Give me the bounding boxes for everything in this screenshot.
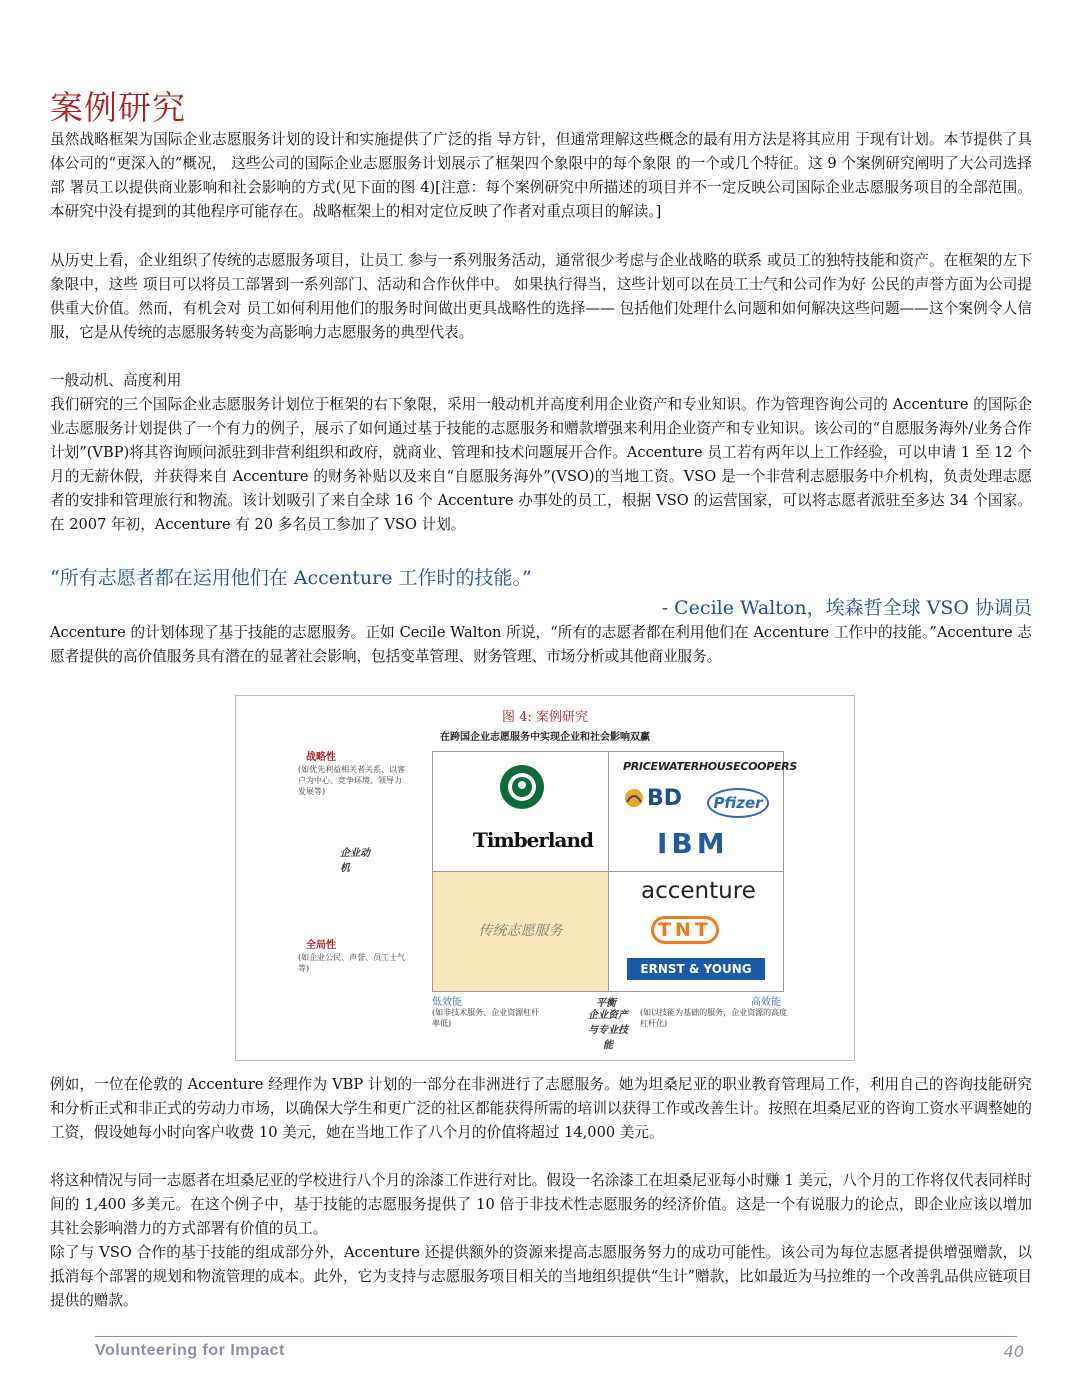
pwc-logo: PRICEWATERHOUSECOOPERS xyxy=(623,760,797,773)
axis-general-label: 全局性 xyxy=(306,940,336,951)
axis-high-desc: (如以技能为基础的服务，企业资源的高度杠杆化) xyxy=(640,1008,788,1028)
tnt-logo: TNT xyxy=(651,916,719,944)
axis-balance-label: 平衡 xyxy=(596,998,616,1009)
axis-corporate-motive: 企业动机 xyxy=(340,848,370,874)
timberland-logo: Timberland xyxy=(473,828,593,852)
accenture-paragraph: 我们研究的三个国际企业志愿服务计划位于框架的右下象限，采用一般动机并高度利用企业资产和专业知识。作为管理咨询公司的 Accenture 的国际企业志愿服务计划提供了一个有力的例子，展示了如何通过基于技能的志愿服务和赠款增强来利用企业资产和专业知识。该公司的“自愿服务海外/业务合作计划”(VBP)将其咨询顾问派驻到非营利组织和政府，就商业、管理和技术问题展开合作。Accenture 员工若有两年以上工作经验，可以申请 1 至 12 个月的无薪休假，并获得来自 Accenture 的财务补贴以及来自“自愿服务海外”(VSO)的当地工资。VSO 是一个非营利志愿服务中介机构，负责处理志愿者的安排和管理旅行和物流。该计划吸引了来自全球 16 个 Accenture 办事处的员工，根据 VSO 的运营国家，可以将志愿者派驻至多达 34 个国家。在 2007 年初，Accenture 有 20 多名员工参加了 VSO 计划。 xyxy=(50,396,1032,533)
figure-title: 图 4: 案例研究 xyxy=(502,710,588,725)
pfizer-logo: Pfizer xyxy=(707,788,769,818)
axis-assets-label: 企业资产与专业技能 xyxy=(588,1010,628,1051)
traditional-volunteering-label: 传统志愿服务 xyxy=(478,923,563,939)
compare-paragraph: 将这种情况与同一志愿者在坦桑尼亚的学校进行八个月的涂漆工作进行对比。假设一名涂漆工在坦桑尼亚每小时赚 1 美元，八个月的工作将仅代表同样时间的 1,400 多美元。在这个例子中，基于技能的志愿服务提供了 10 倍于非技术性志愿服务的经济价值。这是一个有说服力的论点，即企业应该以增加其社会影响潜力的方式部署有价值的员工。 xyxy=(50,1172,1032,1237)
page-number: 40 xyxy=(1003,1342,1024,1361)
footer-divider xyxy=(95,1336,1017,1337)
axis-strategic-label: 战略性 xyxy=(306,752,336,763)
quote-attribution: - Cecile Walton，埃森哲全球 VSO 协调员 xyxy=(661,597,1032,619)
grants-paragraph: 除了与 VSO 合作的基于技能的组成部分外，Accenture 还提供额外的资源来提高志愿服务努力的成功可能性。该公司为每位志愿者提供增强赠款，以抵消每个部署的规划和物流管理的成本。此外，它为支持与志愿服务项目相关的当地组织提供“生计”赠款，比如最近为马拉维的一个改善乳品供应链项目提供的赠款。 xyxy=(50,1244,1032,1309)
accenture-logo: accenture xyxy=(641,878,756,904)
after-quote-paragraph: Accenture 的计划体现了基于技能的志愿服务。正如 Cecile Walton 所说，“所有的志愿者都在利用他们在 Accenture 工作中的技能。”Accenture 志愿者提供的高价值服务具有潜在的显著社会影响，包括变革管理、财务管理、市场分析或其他商业服务。 xyxy=(50,624,1032,665)
starbucks-logo xyxy=(499,764,545,810)
subheading: 一般动机、高度利用 xyxy=(50,372,182,389)
ernst-young-logo: ERNST & YOUNG xyxy=(627,958,765,980)
ibm-logo: IBM xyxy=(657,827,729,860)
quadrant-strategic-high xyxy=(608,751,797,872)
london-paragraph: 例如，一位在伦敦的 Accenture 经理作为 VBP 计划的一部分在非洲进行了志愿服务。她为坦桑尼亚的职业教育管理局工作，利用自己的咨询技能研究和分析正式和非正式的劳动力市场，以确保大学生和更广泛的社区都能获得所需的培训以获得工作或改善生计。按照在坦桑尼亚的咨询工资水平调整她的工资，假设她每小时向客户收费 10 美元，她在当地工作了八个月的价值将超过 14,000 美元。 xyxy=(50,1076,1032,1141)
page-title: 案例研究 xyxy=(50,88,186,127)
figure-case-studies xyxy=(235,695,855,1061)
bd-logo: BD xyxy=(647,786,683,811)
footer-publication-title: Volunteering for Impact xyxy=(95,1342,285,1359)
axis-strategic-desc: (如优先利益相关者关系、以客户为中心、竞争环境、领导力发展等) xyxy=(298,765,406,796)
pull-quote: “所有志愿者都在运用他们在 Accenture 工作时的技能。” xyxy=(50,567,532,589)
figure-subtitle: 在跨国企业志愿服务中实现企业和社会影响双赢 xyxy=(440,732,650,743)
axis-low-label: 低效能 xyxy=(432,997,462,1008)
intro-paragraph: 虽然战略框架为国际企业志愿服务计划的设计和实施提供了广泛的指 导方针，但通常理解这些概念的最有用方法是将其应用 于现有计划。本节提供了具体公司的“更深入的”概况， 这些公司的国际企业志愿服务计划展示了框架四个象限中的每个象限 的一个或几个特征。这 9 个案例研究阐明了大公司选择部 署员工以提供商业影响和社会影响的方式(见下面的图 4)[注意：每个案例研究中所描述的项目并不一定反映公司国际企业志愿服务项目的全部范围。本研究中没有提到的其他程序可能存在。战略框架上的相对定位反映了作者对重点项目的解读。] xyxy=(50,131,1032,220)
axis-high-label: 高效能 xyxy=(751,997,781,1008)
history-paragraph: 从历史上看，企业组织了传统的志愿服务项目，让员工 参与一系列服务活动，通常很少考虑与企业战略的联系 或员工的独特技能和资产。在框架的左下象限中，这些 项目可以将员工部署到一系列部门、活动和合作伙伴中。 如果执行得当，这些计划可以在员工士气和公司作为好 公民的声誉方面为公司提供重大价值。然而，有机会对 员工如何利用他们的服务时间做出更具战略性的选择—— 包括他们处理什么问题和如何解决这些问题——这个案例令人信服，它是从传统的志愿服务转变为高影响力志愿服务的典型代表。 xyxy=(50,252,1032,341)
axis-general-desc: (如企业公民、声誉、员工士气等) xyxy=(298,953,406,973)
bd-emblem-icon xyxy=(623,788,645,808)
quadrant-general-low xyxy=(432,871,609,992)
axis-low-desc: (如非技术服务、企业资源杠杆率低) xyxy=(432,1008,540,1028)
quadrant-strategic-low xyxy=(432,751,609,872)
quadrant-general-high xyxy=(608,871,784,992)
